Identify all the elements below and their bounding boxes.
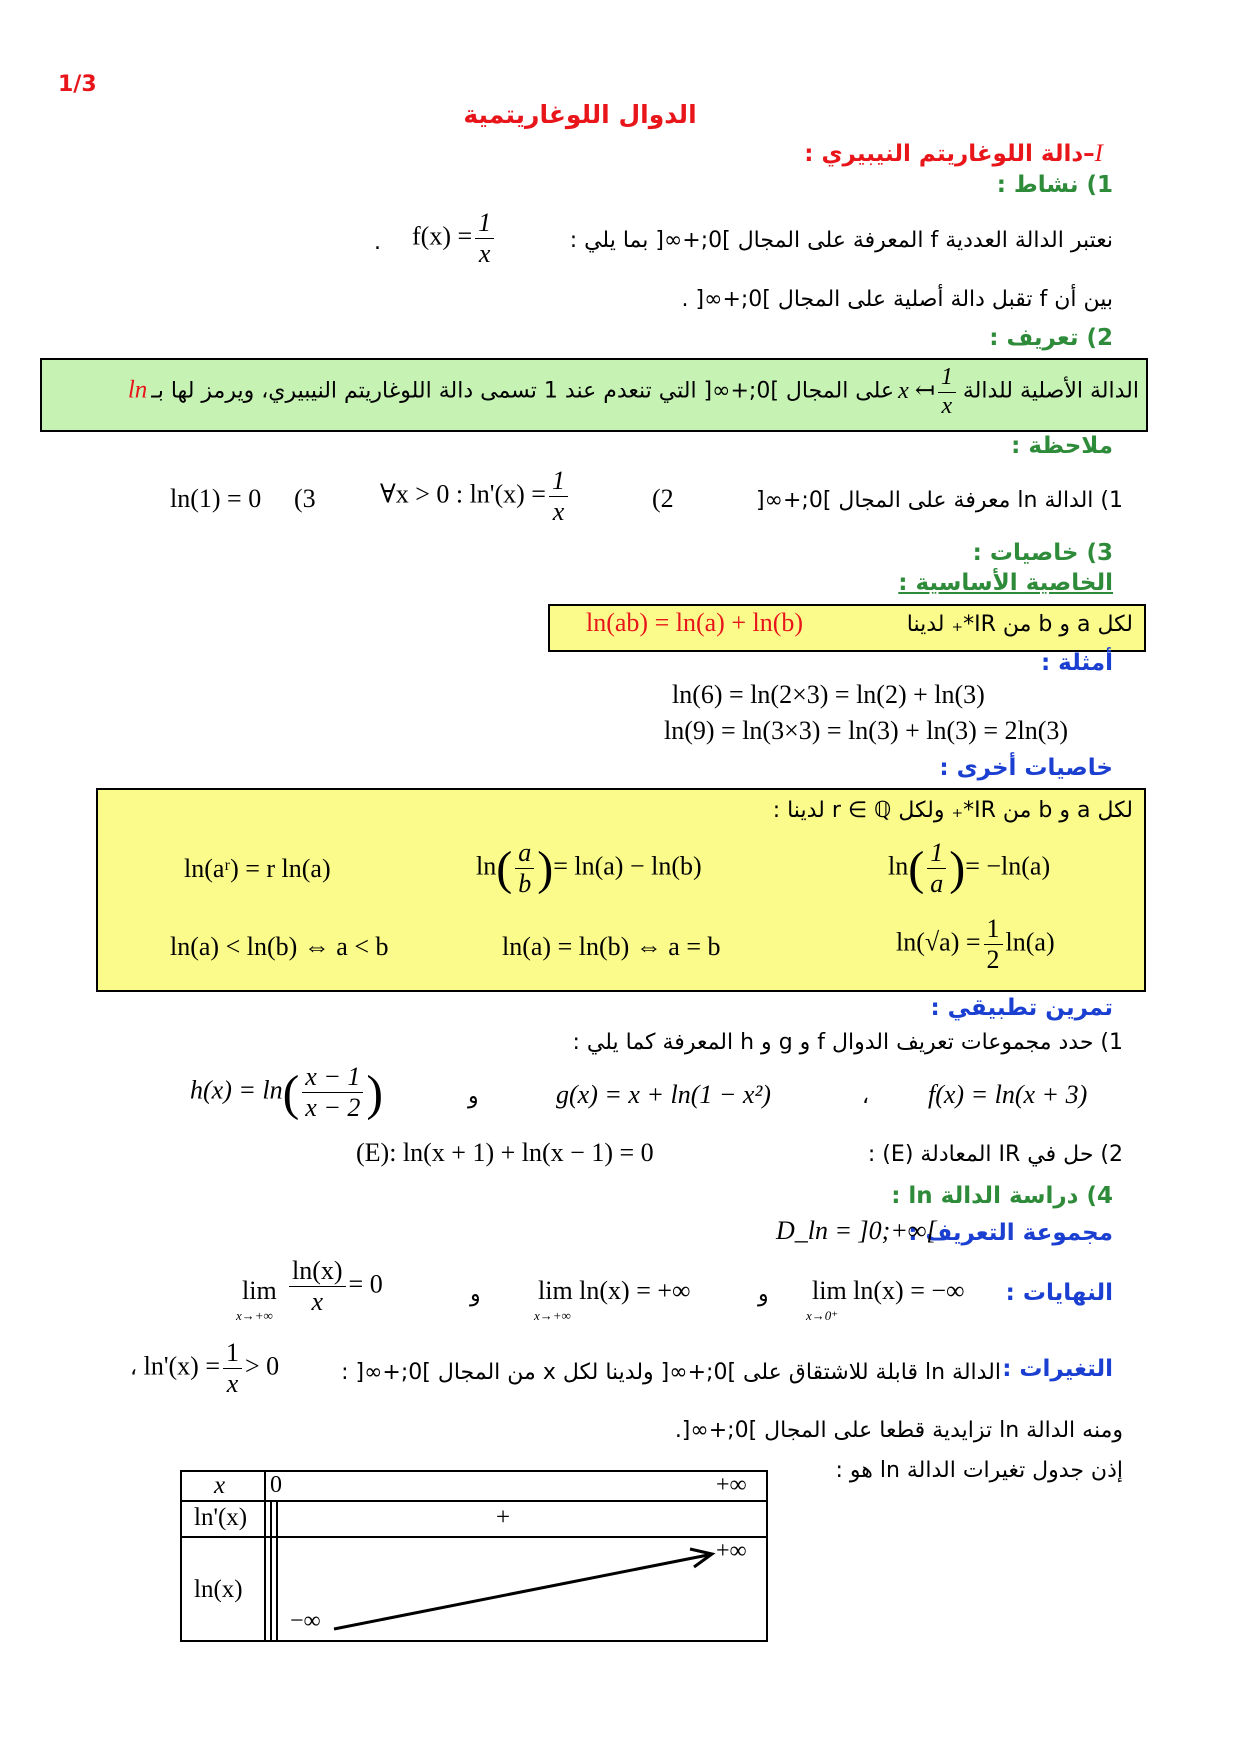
other-properties-intro: لكل a و b من IR*₊ ولكل r ∈ ℚ لدينا : (772, 798, 1133, 823)
page-number: 1/3 (58, 72, 97, 97)
property-quotient: ln( $\frac{a}{b}$ )= ln(a) − ln(b) (476, 838, 702, 898)
exercise-f: f(x) = ln(x + 3) (928, 1080, 1088, 1109)
fundamental-text: لكل a و b من IR*₊ لدينا (906, 612, 1133, 637)
definition-text-start: الدالة الأصلية للدالة (962, 378, 1139, 404)
property-power: ln(aʳ) = r ln(a) (184, 854, 331, 883)
study-heading: 4) دراسة الدالة ln : (891, 1183, 1113, 1209)
remark-item3-number: (3 (294, 484, 316, 513)
property-inverse-num: 1 (927, 838, 946, 869)
section1-heading (804, 140, 1103, 168)
property-quotient-rhs: = ln(a) − ln(b) (553, 851, 702, 881)
definition-text (128, 364, 1139, 420)
definition-frac-den: x (941, 392, 953, 419)
limit-3-sub: x→+∞ (236, 1308, 273, 1323)
definition-frac-num: 1 (938, 364, 956, 393)
table-row3-top: +∞ (716, 1538, 747, 1564)
activity-heading: 1) نشاط : (996, 172, 1113, 198)
derivative-rhs: > 0 (245, 1351, 280, 1381)
derivative-den: x (226, 1368, 239, 1398)
exercise-h-lhs: h(x) = ln (190, 1075, 283, 1105)
exercise-equation: (E): ln(x + 1) + ln(x − 1) = 0 (356, 1138, 654, 1167)
limit-1-sub: x→0⁺ (806, 1308, 839, 1323)
domain-label: مجموعة التعريف : (908, 1220, 1113, 1246)
activity-line1: نعتبر الدالة العددية f المعرفة على المجال ]0;+∞[ بما يلي : (569, 228, 1113, 253)
remark-item1: 1) الدالة ln معرفة على المجال ]0;+∞[ (756, 488, 1123, 513)
property-sqrt (896, 914, 1055, 975)
remark-item2-frac-num: 1 (549, 466, 568, 497)
limit-3-num: ln(x) (289, 1256, 346, 1287)
domain-value: D_ln = ]0;+∞[ (776, 1216, 937, 1245)
table-row2-label: ln'(x) (194, 1504, 248, 1531)
table-row2-sign: + (496, 1504, 511, 1531)
limits-and-1: و (758, 1282, 769, 1307)
exercise-q2: 2) حل في IR المعادلة (E) : (867, 1142, 1123, 1167)
table-row1-label: x (214, 1472, 226, 1499)
exercise-g: g(x) = x + ln(1 − x²) (556, 1080, 771, 1109)
property-quotient-num: a (515, 838, 534, 869)
property-sqrt-den: 2 (986, 944, 1000, 974)
property-equal: ln(a) = ln(b) ⇔ a = b (502, 932, 721, 961)
table-vline-1 (264, 1470, 266, 1640)
table-row1-start: 0 (270, 1472, 282, 1498)
exercise-h-num: x − 1 (302, 1062, 363, 1093)
property-order: ln(a) < ln(b) ⇔ a < b (170, 932, 389, 961)
definition-heading: 2) تعريف : (989, 325, 1113, 351)
derivative-num: 1 (223, 1338, 242, 1369)
limit-3 (286, 1256, 383, 1317)
activity-frac-num: 1 (475, 208, 494, 239)
limit-2-sub: x→+∞ (534, 1308, 571, 1323)
exercise-h: h(x) = ln( $\frac{x - 1}{x - 2}$ ) (190, 1062, 384, 1122)
definition-symbol: ln (127, 376, 148, 404)
derivative-lhs: ln'(x) = (143, 1351, 220, 1381)
variations-conclusion: ومنه الدالة ln تزايدية قطعا على المجال ]0;+∞[. (674, 1418, 1123, 1443)
remark-item2-lhs: ∀x > 0 : ln'(x) = (380, 479, 546, 509)
example-2: ln(9) = ln(3×3) = ln(3) + ln(3) = 2ln(3) (664, 716, 1069, 745)
table-row3-bottom: −∞ (290, 1608, 321, 1634)
exercise-heading: تمرين تطبيقي : (930, 995, 1113, 1021)
property-quotient-ln: ln (476, 851, 497, 881)
limits-label: النهايات : (1005, 1280, 1113, 1306)
section1-title: –دالة اللوغاريتم النيبيري : (804, 141, 1095, 167)
fundamental-heading: الخاصية الأساسية : (898, 570, 1113, 596)
property-quotient-den: b (518, 868, 532, 898)
variations-text: الدالة ln قابلة للاشتقاق على ]0;+∞[ ولدينا لكل x من المجال ]0;+∞[ : (341, 1360, 1001, 1385)
limit-3-lim: lim (242, 1276, 277, 1305)
property-inverse-ln: ln (888, 851, 909, 881)
remark-item3: ln(1) = 0 (170, 484, 262, 513)
table-divider-1 (180, 1500, 766, 1502)
table-row3-label: ln(x) (194, 1576, 243, 1603)
table-divider-2 (180, 1536, 766, 1538)
limits-and-2: و (470, 1282, 481, 1307)
other-properties-heading: خاصيات أخرى : (939, 755, 1113, 781)
activity-frac-den: x (478, 238, 491, 268)
derivative (130, 1338, 279, 1399)
limit-3-rhs: = 0 (348, 1269, 383, 1299)
derivative-comma: ، (130, 1355, 138, 1381)
table-intro: إذن جدول تغيرات الدالة ln هو : (835, 1458, 1123, 1483)
property-inverse-rhs: = −ln(a) (965, 851, 1051, 881)
activity-formula (412, 208, 497, 269)
activity-dot: . (374, 230, 381, 255)
remark-item2 (380, 466, 571, 527)
remark-item2-frac-den: x (552, 496, 565, 526)
increase-arrow (330, 1545, 720, 1635)
properties-heading: 3) خاصيات : (972, 540, 1113, 566)
exercise-sep1: ، (862, 1084, 870, 1109)
exercise-q1: 1) حدد مجموعات تعريف الدوال f و g و h المعرفة كما يلي : (572, 1030, 1123, 1055)
limit-1: lim ln(x) = −∞ (812, 1276, 965, 1305)
definition-map: ↤ x (898, 377, 935, 404)
page-title: الدوال اللوغاريتمية (463, 100, 697, 129)
fundamental-formula: ln(ab) = ln(a) + ln(b) (586, 608, 804, 637)
property-inverse: ln( $\frac{1}{a}$ )= −ln(a) (888, 838, 1051, 898)
table-vline-3 (276, 1500, 278, 1640)
property-inverse-den: a (930, 868, 944, 898)
example-1: ln(6) = ln(2×3) = ln(2) + ln(3) (672, 680, 985, 709)
remark-item2-number: (2 (652, 484, 674, 513)
activity-formula-lhs: f(x) = (412, 221, 473, 251)
table-vline-2 (270, 1500, 272, 1640)
variations-label: التغيرات : (1002, 1356, 1113, 1382)
property-sqrt-num: 1 (984, 914, 1003, 945)
definition-text-mid: على المجال ]0;+∞[ التي تنعدم عند 1 تسمى دالة اللوغاريتم النيبيري، ويرمز لها بـ (151, 378, 895, 404)
exercise-sep2: و (468, 1084, 479, 1109)
remark-heading: ملاحظة : (1011, 433, 1113, 459)
examples-heading: أمثلة : (1040, 650, 1113, 676)
exercise-h-den: x − 2 (305, 1092, 361, 1122)
limit-2: lim ln(x) = +∞ (538, 1276, 691, 1305)
section1-number: I (1094, 140, 1103, 167)
property-sqrt-rhs: ln(a) (1005, 927, 1055, 957)
table-row1-end: +∞ (716, 1472, 747, 1498)
activity-line2: بين أن f تقبل دالة أصلية على المجال ]0;+∞[ . (681, 287, 1113, 312)
limit-3-den: x (311, 1286, 324, 1316)
property-sqrt-lhs: ln(√a) = (896, 927, 981, 957)
